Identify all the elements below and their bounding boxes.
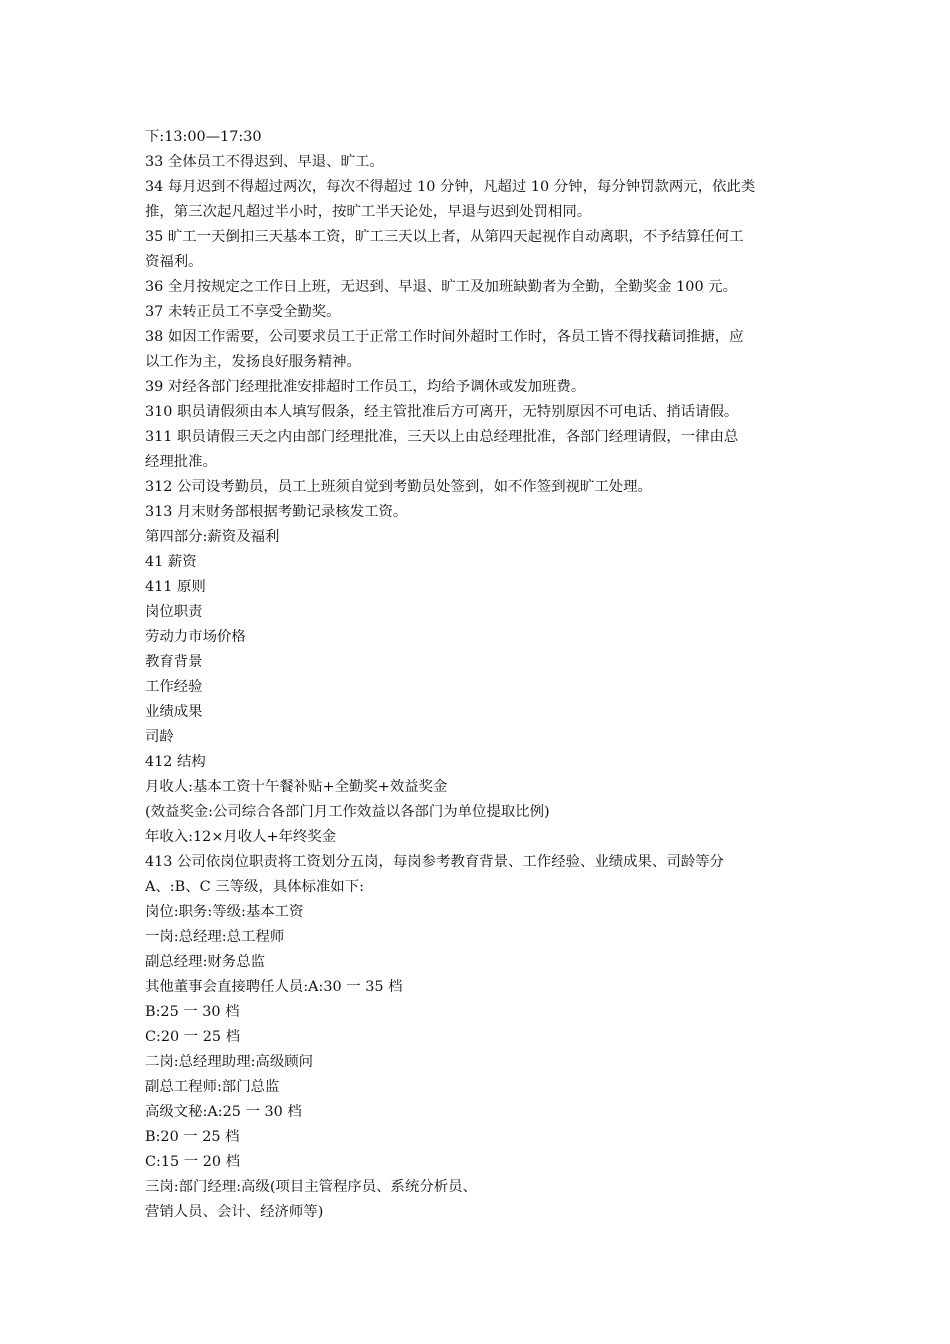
- subsection-heading: 41 薪资: [145, 554, 197, 570]
- rule-38-cont: 以工作为主，发扬良好服务精神。: [145, 354, 361, 370]
- rule-33: 33 全体员工不得迟到、早退、旷工。: [145, 154, 384, 170]
- rule-35-cont: 资福利。: [145, 254, 203, 270]
- grade-line: 副总工程师:部门总监: [145, 1079, 280, 1095]
- grade-line: 营销人员、会计、经济师等): [145, 1204, 324, 1220]
- subsection-heading: 412 结构: [145, 754, 206, 770]
- text-line: (效益奖金:公司综合各部门月工作效益以各部门为单位提取比例): [145, 804, 550, 820]
- list-item: 工作经验: [145, 679, 203, 695]
- rule-313: 313 月末财务部根据考勤记录核发工资。: [145, 504, 408, 520]
- list-item: 岗位职责: [145, 604, 203, 620]
- rule-36: 36 全月按规定之工作日上班，无迟到、早退、旷工及加班缺勤者为全勤，全勤奖金 100 元。: [145, 279, 737, 295]
- grade-line: B:25 一 30 档: [145, 1004, 240, 1020]
- rule-413-cont: A、:B、C 三等级，具体标准如下:: [145, 879, 364, 895]
- grade-line: C:15 一 20 档: [145, 1154, 240, 1170]
- grade-line: 二岗:总经理助理:高级顾问: [145, 1054, 313, 1070]
- list-item: 司龄: [145, 729, 174, 745]
- grade-line: 三岗:部门经理:高级(项目主管程序员、系统分析员、: [145, 1179, 477, 1195]
- rule-312: 312 公司设考勤员，员工上班须自觉到考勤员处签到，如不作签到视旷工处理。: [145, 479, 652, 495]
- grade-line: 副总经理:财务总监: [145, 954, 265, 970]
- text-line: 下:13:00—17:30: [145, 129, 262, 145]
- rule-310: 310 职员请假须由本人填写假条，经主管批准后方可离开，无特别原因不可电话、捎话请假。: [145, 404, 739, 420]
- rule-34: 34 每月迟到不得超过两次，每次不得超过 10 分钟，凡超过 10 分钟，每分钟罚款两元，依此类: [145, 179, 756, 195]
- rule-413: 413 公司依岗位职责将工资划分五岗，每岗参考教育背景、工作经验、业绩成果、司龄等分: [145, 854, 724, 870]
- rule-311: 311 职员请假三天之内由部门经理批准，三天以上由总经理批准，各部门经理请假，一律由总: [145, 429, 739, 445]
- rule-39: 39 对经各部门经理批准安排超时工作员工，均给予调休或发加班费。: [145, 379, 586, 395]
- table-header-line: 岗位:职务:等级:基本工资: [145, 904, 304, 920]
- rule-34-cont: 推，第三次起凡超过半小时，按旷工半天论处，早退与迟到处罚相同。: [145, 204, 592, 220]
- grade-line: 其他董事会直接聘任人员:A:30 一 35 档: [145, 979, 403, 995]
- grade-line: 高级文秘:A:25 一 30 档: [145, 1104, 302, 1120]
- grade-line: 一岗:总经理:总工程师: [145, 929, 285, 945]
- rule-35: 35 旷工一天倒扣三天基本工资，旷工三天以上者，从第四天起视作自动离职，不予结算任何工: [145, 229, 744, 245]
- text-line: 年收入:12×月收人+年终奖金: [145, 829, 337, 845]
- grade-line: C:20 一 25 档: [145, 1029, 240, 1045]
- text-line: 月收人:基本工资十午餐补贴+全勤奖+效益奖金: [145, 779, 448, 795]
- section-heading: 第四部分:薪资及福利: [145, 529, 280, 545]
- grade-line: B:20 一 25 档: [145, 1129, 240, 1145]
- list-item: 教育背景: [145, 654, 203, 670]
- subsection-heading: 411 原则: [145, 579, 206, 595]
- document-page: [145, 125, 810, 1225]
- rule-38: 38 如因工作需要，公司要求员工于正常工作时间外超时工作时，各员工皆不得找藉词推搪，应: [145, 329, 744, 345]
- rule-37: 37 未转正员工不享受全勤奖。: [145, 304, 341, 320]
- rule-311-cont: 经理批准。: [145, 454, 217, 470]
- list-item: 劳动力市场价格: [145, 629, 246, 645]
- list-item: 业绩成果: [145, 704, 203, 720]
